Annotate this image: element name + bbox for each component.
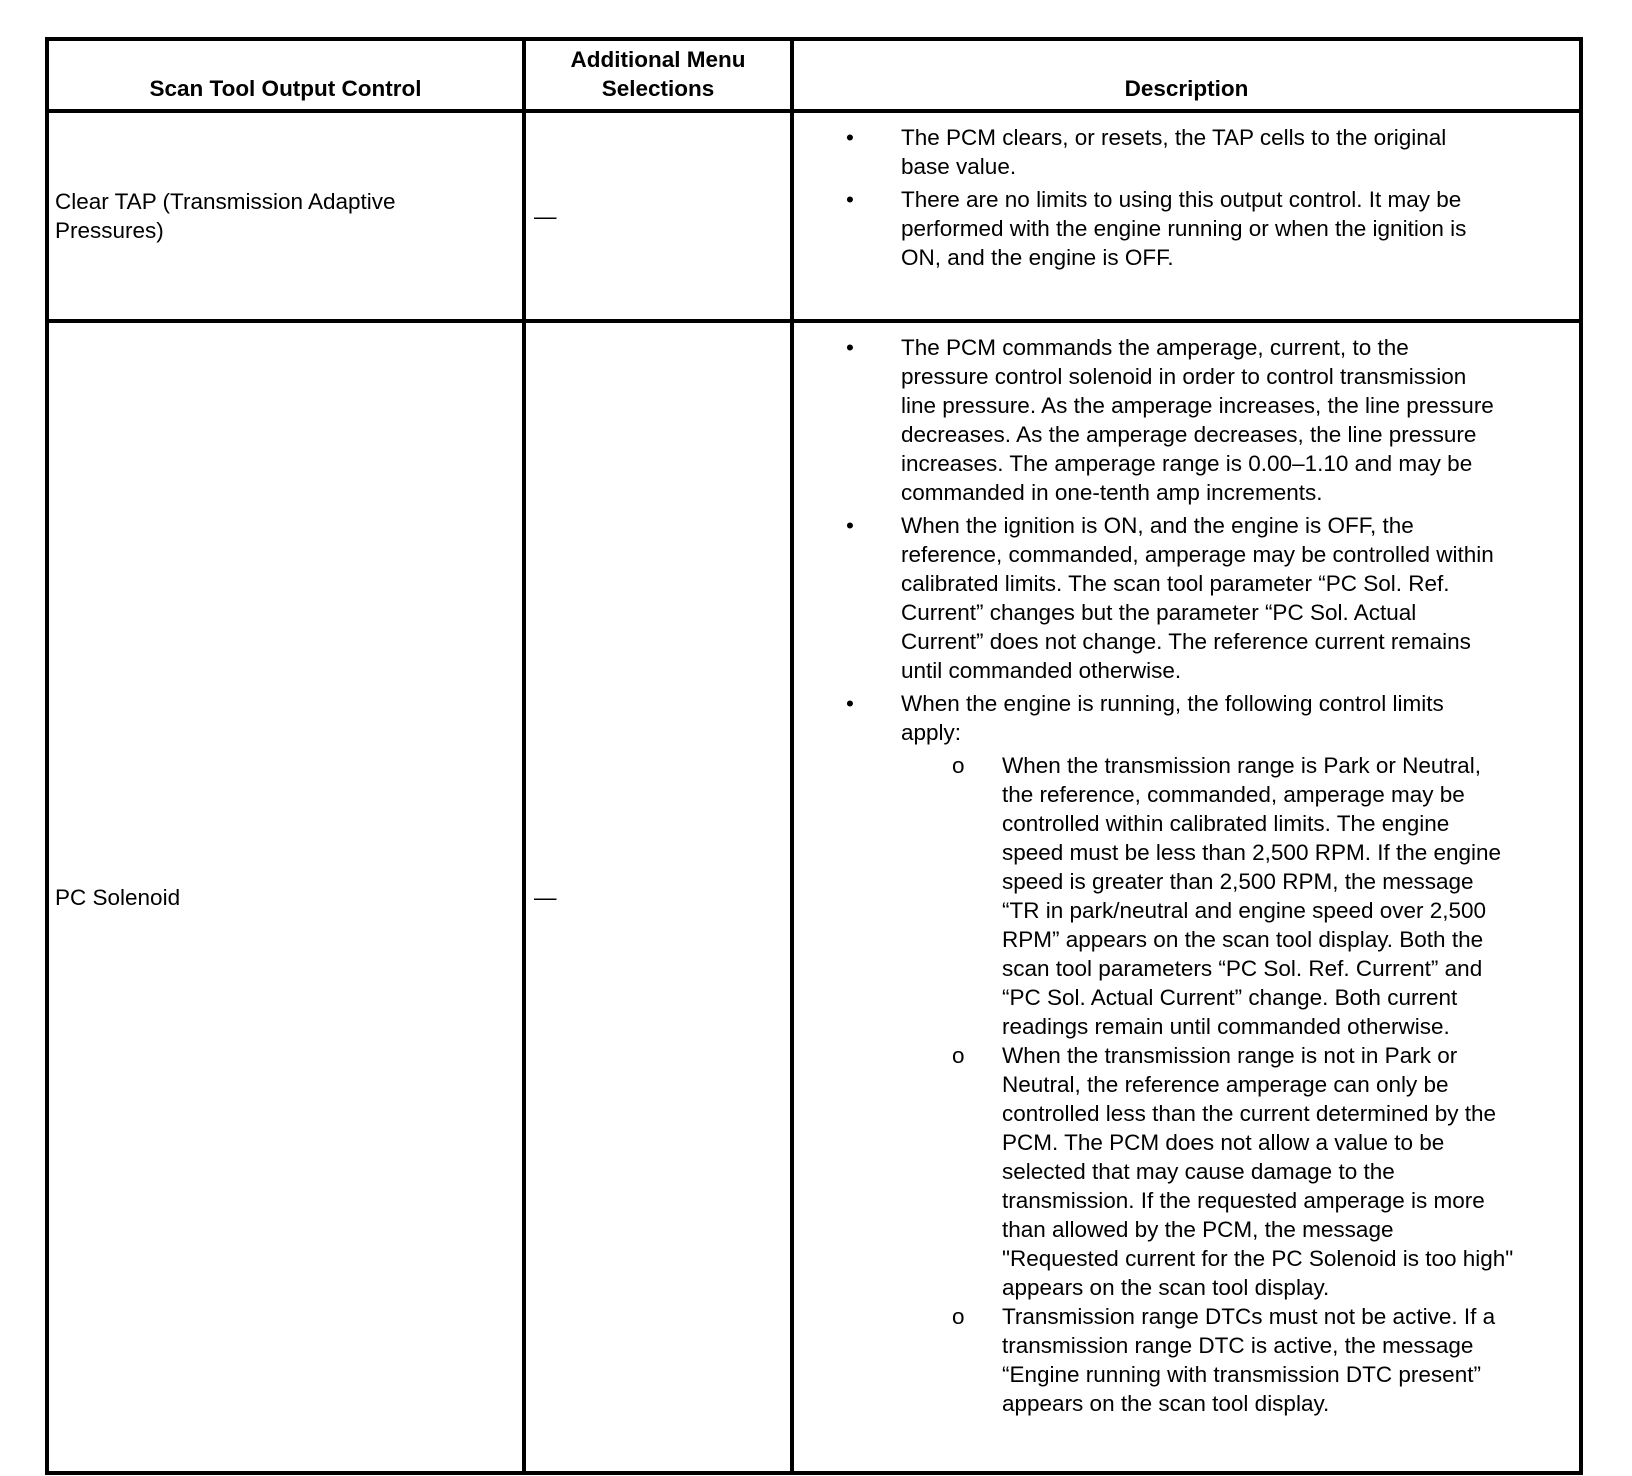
- header-additional-menu-selections: [524, 39, 792, 111]
- sub-bullet-text-line: controlled less than the current determined by the: [1002, 1101, 1497, 1126]
- menu-selection-cell: [524, 111, 792, 321]
- sub-bullet-text-line: the reference, commanded, amperage may be: [1002, 782, 1465, 807]
- bullet-text-line: When the engine is running, the following control limits: [901, 691, 1444, 716]
- bullet-text-line: When the ignition is ON, and the engine is OFF, the: [901, 513, 1414, 538]
- circle-bullet-icon: o: [952, 1304, 965, 1329]
- bullet-text-line: Current” does not change. The reference current remains: [901, 629, 1471, 654]
- header-description: [792, 39, 1581, 111]
- sub-bullet-text-line: readings remain until commanded otherwise.: [1002, 1014, 1450, 1039]
- sub-bullet-text-line: Transmission range DTCs must not be active. If a: [1002, 1304, 1496, 1329]
- sub-bullet-text-line: controlled within calibrated limits. The engine: [1002, 811, 1450, 836]
- sub-bullet-text-line: PCM. The PCM does not allow a value to be: [1002, 1130, 1445, 1155]
- control-name-line: Clear TAP (Transmission Adaptive: [55, 189, 396, 214]
- description-cell: [792, 321, 1581, 1473]
- bullet-text-line: reference, commanded, amperage may be controlled within: [901, 542, 1494, 567]
- bullet-text-line: performed with the engine running or when the ignition is: [901, 216, 1467, 241]
- bullet-text-line: line pressure. As the amperage increases, the line pressure: [901, 393, 1494, 418]
- menu-selection-dash: —: [534, 884, 557, 910]
- sub-bullet-text-line: RPM” appears on the scan tool display. Both the: [1002, 927, 1484, 952]
- sub-bullet-text-line: than allowed by the PCM, the message: [1002, 1217, 1394, 1242]
- sub-bullet-text-line: “PC Sol. Actual Current” change. Both current: [1002, 985, 1458, 1010]
- bullet-icon: •: [846, 125, 854, 150]
- bullet-icon: •: [846, 691, 854, 716]
- sub-bullet-text-line: appears on the scan tool display.: [1002, 1391, 1330, 1416]
- bullet-text-line: The PCM clears, or resets, the TAP cells to the original: [901, 125, 1447, 150]
- bullet-item: [794, 185, 1579, 272]
- sub-bullet-text-line: “Engine running with transmission DTC present”: [1002, 1362, 1481, 1387]
- sub-bullet-text-line: "Requested current for the PC Solenoid is too high": [1002, 1246, 1514, 1271]
- sub-bullet-item: [794, 751, 1579, 1041]
- circle-bullet-icon: o: [952, 753, 965, 778]
- bullet-text-line: ON, and the engine is OFF.: [901, 245, 1174, 270]
- sub-bullet-text-line: When the transmission range is not in Park or: [1002, 1043, 1458, 1068]
- bullet-text-line: decreases. As the amperage decreases, the line pressure: [901, 422, 1477, 447]
- bullet-text-line: commanded in one-tenth amp increments.: [901, 480, 1323, 505]
- menu-selection-cell: [524, 321, 792, 1473]
- sub-bullet-text-line: “TR in park/neutral and engine speed over 2,500: [1002, 898, 1487, 923]
- bullet-text-line: increases. The amperage range is 0.00–1.10 and may be: [901, 451, 1473, 476]
- menu-selection-dash: —: [534, 203, 557, 229]
- bullet-text-line: apply:: [901, 720, 962, 745]
- sub-bullet-item: [794, 1302, 1579, 1418]
- table-row: [47, 111, 1581, 321]
- bullet-text-line: There are no limits to using this output control. It may be: [901, 187, 1462, 212]
- bullet-item: [794, 689, 1579, 747]
- header-row: [47, 39, 1581, 111]
- bullet-item: [794, 123, 1579, 181]
- bullet-text-line: The PCM commands the amperage, current, to the: [901, 335, 1409, 360]
- control-name-line: Pressures): [55, 218, 164, 243]
- bullet-item: [794, 333, 1579, 507]
- sub-bullet-text-line: When the transmission range is Park or Neutral,: [1002, 753, 1481, 778]
- header-text: Selections: [601, 76, 715, 101]
- sub-bullet-text-line: speed is greater than 2,500 RPM, the message: [1002, 869, 1474, 894]
- bullet-item: [794, 511, 1579, 685]
- table-row: [47, 321, 1581, 1473]
- header-text: Description: [1124, 76, 1249, 101]
- control-name-cell: [47, 111, 524, 321]
- header-text: Additional Menu: [570, 47, 746, 72]
- sub-bullet-text-line: transmission. If the requested amperage is more: [1002, 1188, 1485, 1213]
- bullet-text-line: pressure control solenoid in order to control transmission: [901, 364, 1467, 389]
- bullet-text-line: base value.: [901, 154, 1017, 179]
- control-name-cell: [47, 321, 524, 1473]
- bullet-text-line: until commanded otherwise.: [901, 658, 1182, 683]
- bullet-icon: •: [846, 335, 854, 360]
- bullet-icon: •: [846, 513, 854, 538]
- output-control-table: [45, 37, 1583, 1475]
- sub-bullet-text-line: appears on the scan tool display.: [1002, 1275, 1330, 1300]
- sub-bullet-text-line: speed must be less than 2,500 RPM. If the engine: [1002, 840, 1502, 865]
- header-scan-tool-output-control: [47, 39, 524, 111]
- sub-bullet-text-line: transmission range DTC is active, the message: [1002, 1333, 1474, 1358]
- sub-bullet-text-line: selected that may cause damage to the: [1002, 1159, 1395, 1184]
- control-name-line: PC Solenoid: [55, 884, 181, 910]
- bullet-text-line: Current” changes but the parameter “PC Sol. Actual: [901, 600, 1417, 625]
- circle-bullet-icon: o: [952, 1043, 965, 1068]
- sub-bullet-text-line: Neutral, the reference amperage can only be: [1002, 1072, 1449, 1097]
- description-cell: [792, 111, 1581, 321]
- sub-bullet-item: [794, 1041, 1579, 1302]
- bullet-icon: •: [846, 187, 854, 212]
- bullet-text-line: calibrated limits. The scan tool parameter “PC Sol. Ref.: [901, 571, 1450, 596]
- header-text: Scan Tool Output Control: [149, 76, 422, 101]
- sub-bullet-text-line: scan tool parameters “PC Sol. Ref. Current” and: [1002, 956, 1483, 981]
